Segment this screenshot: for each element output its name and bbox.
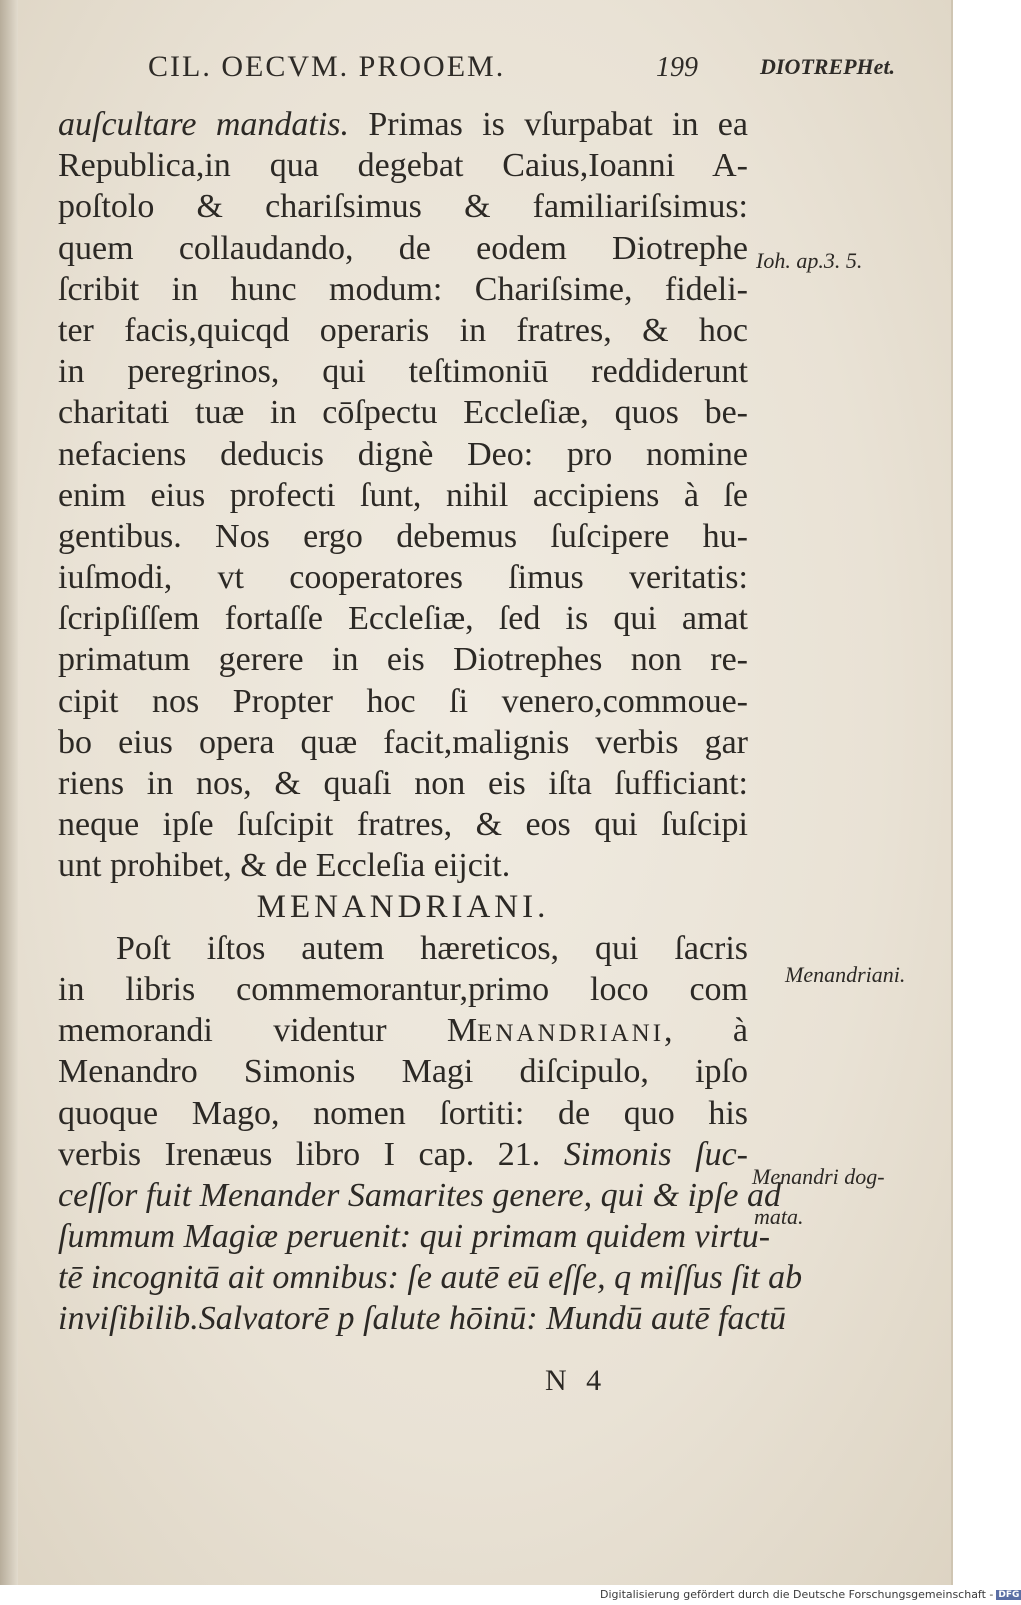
text-line <box>58 104 748 145</box>
credit-text: Digitalisierung gefördert durch die Deutsche Forschungsgemeinschaft - <box>600 1588 994 1601</box>
text-line: poſtolo & chariſsimus & familiariſsimus: <box>58 188 748 226</box>
text-line-pre: memorandi videntur M <box>58 1012 478 1050</box>
text-line: nefaciens deducis dignè Deo: pro nomine <box>58 435 748 473</box>
text-line: Republica,in qua degebat Caius,Ioanni A- <box>58 147 748 185</box>
text-line: riens in nos, & quaſi non eis iſta ſufficiant: <box>58 765 748 802</box>
margin-note-dogmata-2: mata. <box>754 1204 804 1229</box>
section-heading: MENANDRIANI. <box>256 888 550 925</box>
text-line-italic-tail: Simonis ſuc- <box>540 1135 748 1173</box>
text-line-pre: verbis Irenæus libro I cap. 21. <box>58 1135 541 1173</box>
text-line <box>58 1134 748 1175</box>
signature-mark: N 4 <box>545 1364 602 1397</box>
text-line: unt prohibet, & de Eccleſia eijcit. <box>58 847 511 885</box>
text-line: inviſibilib.Salvatorē p ſalute hōinū: Mundū autē factū <box>58 1300 787 1338</box>
text-line: iuſmodi, vt cooperatores ſimus veritatis: <box>58 559 748 597</box>
dfg-logo-icon: DFG <box>998 1590 1020 1600</box>
text-line: enim eius profecti ſunt, nihil accipiens à ſe <box>58 476 748 514</box>
text-line: gentibus. Nos ergo debemus ſuſcipere hu- <box>58 517 748 555</box>
text-line: ſummum Magiæ peruenit: qui primam quidem virtu- <box>58 1218 771 1256</box>
text-line: ceſſor fuit Menander Samarites genere, qui & ipſe ad <box>58 1176 781 1214</box>
text-line: ſcripſiſſem fortaſſe Eccleſiæ, ſed is qui amat <box>58 600 748 638</box>
text-line: ter facis,quicqd operaris in fratres, & hoc <box>58 311 748 349</box>
text-line: quem collaudando, de eodem Diotrephe <box>58 229 748 267</box>
margin-note-reference: Ioh. ap.3. 5. <box>756 248 863 273</box>
margin-note-menandriani: Menandriani. <box>785 962 906 987</box>
text-line: quoque Mago, nomen ſortiti: de quo his <box>58 1094 748 1132</box>
header-catchword: DIOTREPHet. <box>760 54 896 79</box>
text-line: neque ipſe ſuſcipit fratres, & eos qui ſuſcipi <box>58 806 748 844</box>
text-line: Menandro Simonis Magi diſcipulo, ipſo <box>58 1053 748 1091</box>
running-title: CIL. OECVM. PROOEM. <box>148 50 506 83</box>
text-line-italic-lead: auſcultare mandatis. <box>58 106 350 143</box>
text-line-post: , à <box>664 1012 748 1050</box>
page-header <box>0 50 951 90</box>
text-line: charitati tuæ in cōſpectu Eccleſiæ, quos be- <box>58 394 748 432</box>
text-line: Poſt iſtos autem hæreticos, qui ſacris <box>116 929 748 967</box>
text-line: bo eius opera quæ facit,malignis verbis gar <box>58 723 748 761</box>
text-line-smallcaps: ENANDRIANI <box>477 1020 665 1048</box>
margin-note-dogmata-1: Menandri dog- <box>752 1164 885 1189</box>
text-line <box>58 1010 748 1051</box>
page-gutter <box>0 0 18 1585</box>
text-line: tē incognitā ait omnibus: ſe autē eū eſſe, q miſſus ſit ab <box>58 1259 803 1297</box>
text-line-rest: Primas is vſurpabat in ea <box>349 106 748 143</box>
text-line: cipit nos Propter hoc ſi venero,commoue- <box>58 682 748 720</box>
text-line: primatum gerere in eis Diotrephes non re- <box>58 641 748 679</box>
page-number: 199 <box>656 52 698 83</box>
text-line: in peregrinos, qui teſtimoniū reddiderunt <box>58 353 748 391</box>
text-line: ſcribit in hunc modum: Chariſsime, fideli- <box>58 270 748 308</box>
text-line: in libris commemorantur,primo loco com <box>58 970 748 1008</box>
digitization-credit <box>600 1588 1020 1605</box>
